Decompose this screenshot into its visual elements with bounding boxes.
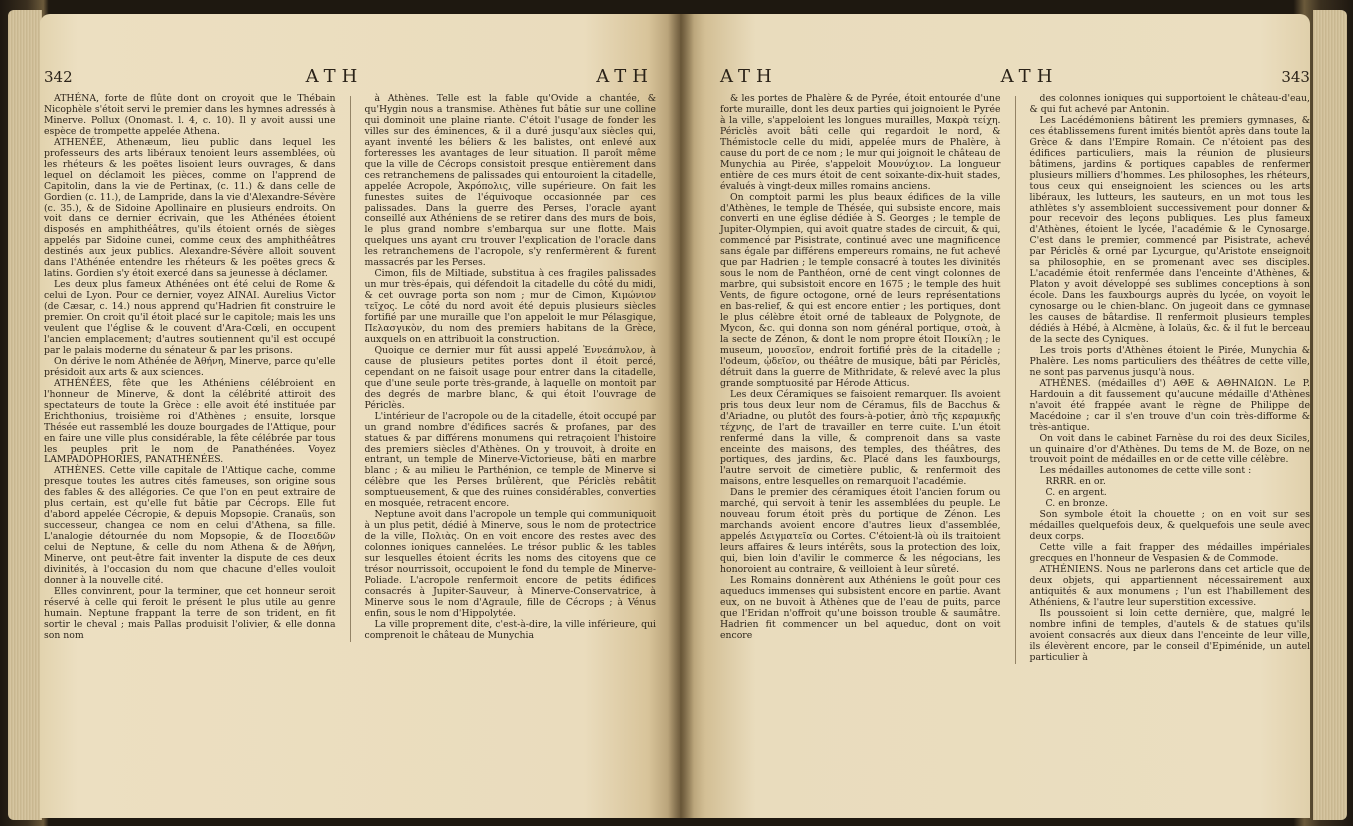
left-page [40, 14, 680, 818]
paragraph: & les portes de Phalère & de Pyrée, étoit entourée d'une forte muraille, dont les deux parties qui joignoient le Pyrée à la ville, s'appeloient les longues murailles, Μακρὰ τείχη. Périclès avoit bâti celle qui regardoit le nord, & Thémistocle celle du midi, appelée murs de Phalère, à cause du port de ce nom ; le mur qui joignoit le château de Munychia au Pirée, s'appeloit Μουνύχιον. La longueur entière de ces murs étoit de cent soixante-dix-huit stades, évalués à vingt-deux milles romains anciens. [720, 93, 1001, 192]
paragraph: Les deux plus fameux Athénées ont été celui de Rome & celui de Lyon. Pour ce dernier, voyez AINAI. Aurelius Victor (de Cæsar, c. 14.) nous apprend qu'Hadrien fit construire le premier. On croit qu'il étoit placé sur le capitole; mais les uns veulent que l'église & le couvent d'Ara-Cœli, en occupent l'ancien emplacement; d'autres soutiennent qu'il est occupé par le palais moderne du sénateur & par les prisons. [44, 279, 336, 356]
paragraph: Son symbole étoit la chouette ; on en voit sur ses médailles quelquefois deux, & quelquefois une seule avec deux corps. [1029, 509, 1310, 543]
list-item: RRRR. en or. [1045, 476, 1106, 488]
left-running-head-2: ATH [596, 66, 654, 87]
paragraph: Les médailles autonomes de cette ville sont : [1039, 465, 1252, 477]
paragraph: ATHÉNÉES, fête que les Athéniens célébroient en l'honneur de Minerve, & dont la célébrité attiroit des spectateurs de toute la Grèce : elle avoit été instituée par Erichthonius, troisième roi d'Athènes ; ensuite, lorsque Thésée eut rassemblé les douze bourgades de l'Attique, pour en faire une ville plus considérable, la fête célébrée par tous les peuples prit le nom de Panathénées. Voyez LAMPADOPHORIES, PANATHÉNÉES. [44, 377, 336, 466]
paragraph: Quoique ce dernier mur fût aussi appelé Ἐννεάπυλον, à cause de plusieurs petites portes dont il étoit percé, cependant on ne faisoit usage pour entrer dans la citadelle, que d'une seule porte très-grande, à laquelle on montoit par des degrés de marbre blanc, & qui étoit l'ouvrage de Périclès. [364, 344, 656, 411]
left-column-2 [365, 94, 657, 642]
paragraph: On comptoit parmi les plus beaux édifices de la ville d'Athènes, le temple de Thésée, qui subsiste encore, mais converti en une église dédiée à S. Georges ; le temple de Jupiter-Olympien, qui avoit quatre stades de circuit, & qui, commencé par Pisistrate, continué avec une magnificence sans égale par différens empereurs romains, ne fut achevé que par Hadrien ; le temple consacré à toutes les divinités sous le nom de Panthéon, orné de cent vingt colonnes de marbre, qui subsistoit encore en 1675 ; le temple des huit Vents, de figure octogone, orné de leurs représentations en bas-relief, & qui est encore entier ; les portiques, dont le plus célèbre étoit orné de tableaux de Polygnote, de Mycon, &c. qui donna son nom général portique, στοὰ, à la secte de Zénon, & dont le nom propre étoit Ποικίλη ; le museum, μουσεῖον, endroit fortifié près de la citadelle ; l'odeum, ᾠδεῖον, ou théâtre de musique, bâti par Périclès, détruit dans la guerre de Mithridate, & relevé avec la plus grande somptuosité par Hérode Atticus. [720, 191, 1001, 389]
left-page-columns [44, 94, 656, 642]
left-page-header [44, 66, 654, 88]
paragraph: La ville proprement dite, c'est-à-dire, la ville inférieure, qui comprenoit le château de Munychia [364, 618, 656, 641]
paragraph: L'intérieur de l'acropole ou de la citadelle, étoit occupé par un grand nombre d'édifices sacrés & profanes, par des statues & par différens monumens qui retraçoient l'histoire des premiers siècles d'Athènes. On y trouvoit, à droite en entrant, un temple de Minerve-Victorieuse, bâti en marbre blanc ; & au milieu le Parthénion, ce temple de Minerve si célèbre que les Perses brûlèrent, que Périclès rebâtit somptueusement, & que des ruines considérables, converties en mosquée, retracent encore. [364, 410, 656, 510]
right-running-head-2: ATH [1000, 66, 1059, 87]
list-item: C. en bronze. [1045, 498, 1108, 510]
right-page-header [720, 66, 1310, 88]
left-running-head: ATH [305, 66, 364, 87]
paragraph: ATHÈNES. Cette ville capitale de l'Attique cache, comme presque toutes les autres cités fameuses, son origine sous des fables & des allégories. Ce que l'on en peut extraire de plus certain, est qu'elle fut bâtie par Cécrops. Elle fut d'abord appelée Cécropie, & depuis Mopsopie. Cranaüs, son successeur, changea ce nom en celui d'Athena, sa fille. L'analogie détournée du nom Mopsopie, & de Ποσειδῶν celui de Neptune, & celle du nom Athena & de Ἀθήνη, Minerve, ont peut-être fait inventer la dispute de ces deux divinités, à l'occasion du nom que chacune d'elles vouloit donner à la nouvelle cité. [44, 465, 336, 586]
right-page-columns [720, 94, 1310, 664]
right-column-1 [720, 94, 1001, 664]
paragraph: Cette ville a fait frapper des médailles impériales grecques en l'honneur de Vespasien & de Commode. [1029, 542, 1310, 565]
left-page-number: 342 [44, 68, 73, 86]
page-edges-left [8, 10, 42, 820]
paragraph: à Athènes. Telle est la fable qu'Ovide a chantée, & qu'Hygin nous a transmise. Athènes fut bâtie sur une colline qui dominoit une plaine riante. C'étoit l'usage de fonder les villes sur des éminences, & il a duré jusqu'aux siècles qui, ayant inventé les béliers & les balistes, ont enlevé aux forteresses les avantages de leur situation. Il paroît même que la ville de Cécrops consistoit presque entièrement dans ces retranchemens de palissades qui entouroient la citadelle, appelée Acropole, Ἀκρόπολις, ville supérieure. On fait les funestes suites de l'équivoque occasionnée par ces palissades. Dans la guerre des Perses, l'oracle ayant conseillé aux Athéniens de se retirer dans des murs de bois, le plus grand nombre s'embarqua sur une flotte. Mais quelques uns ayant cru trouver l'explication de l'oracle dans les retranchemens de l'acropole, s'y renfermèrent & furent massacrés par les Perses. [364, 93, 656, 269]
paragraph: On dérive le nom Athénée de Ἀθήνη, Minerve, parce qu'elle présidoit aux arts & aux sciences. [44, 355, 336, 378]
paragraph: ATHÉNIENS. Nous ne parlerons dans cet article que de deux objets, qui appartiennent nécessairement aux antiquités & aux monumens ; l'un est l'habillement des Athéniens, & l'autre leur superstition excessive. [1029, 563, 1310, 608]
paragraph: Dans le premier des céramiques étoit l'ancien forum ou marché, qui servoit à tenir les assemblées du peuple. Le nouveau forum étoit près du portique de Zénon. Les marchands avoient encore d'autres lieux d'assemblée, appelés Δειγματεῖα ou Cortes. C'étoient-là où ils traitoient leurs affaires & leurs intérêts, sous la protection des loix, qui, bien loin d'avilir le commerce & les négocians, les honoroient au contraire, & veilloient à leur sûreté. [720, 487, 1001, 575]
paragraph: des colonnes ioniques qui supportoient le château-d'eau, & qui fut achevé par Antonin. [1029, 93, 1310, 115]
paragraph: Ils poussoient si loin cette dernière, que, malgré le nombre infini de temples, d'autels & de statues qu'ils avoient consacrés aux dieux dans l'enceinte de leur ville, ils élevèrent encore, par le conseil d'Epiménide, un autel particulier à [1029, 607, 1310, 663]
paragraph: ATHENÉE, Athenæum, lieu public dans lequel les professeurs des arts libéraux tenoient leurs assemblées, où les rhéteurs & les poëtes lisoient leurs ouvrages, & dans lequel on déclamoit les pièces, comme on l'apprend de Capitolin, dans la vie de Pertinax, (c. 11.) & dans celle de Gordien (c. 11.), de Lampride, dans la vie d'Alexandre-Sévère (c. 35.), & de Sidoine Apollinaire en plusieurs endroits. On voit dans ce dernier écrivain, que les Athénées étoient disposés en amphithéâtres, qu'ils étoient ornés de sièges appelés par Sidoine cunei, comme ceux des amphithéâtres destinés aux jeux publics. Alexandre-Sévère alloit souvent dans l'Athénée entendre les rhéteurs & les poëtes grecs & latins. Gordien s'y étoit exercé dans sa jeunesse à déclamer. [44, 136, 336, 280]
right-running-head: ATH [720, 66, 778, 87]
paragraph: ATHÈNES. (médailles d') ΑΘΕ & ΑΘΗΝΑΙΩΝ. Le P. Hardouin a dit faussement qu'aucune médaille d'Athènes n'avoit été frappée avant le règne de Philippe de Macédoine ; car il s'en trouve d'un coin très-difforme & très-antique. [1029, 377, 1310, 433]
right-column-2 [1030, 94, 1311, 664]
paragraph: Cimon, fils de Miltiade, substitua à ces fragiles palissades un mur très-épais, qui défendoit la citadelle du côté du midi, & cet ouvrage porta son nom ; mur de Cimon, Κιμώνιον τεῖχος. Le côté du nord avoit été depuis plusieurs siècles fortifié par une muraille que l'on appeloit le mur Pélasgique, Πελασγικὸν, du nom des premiers habitans de la Grèce, auxquels on en attribuoit la construction. [364, 268, 656, 345]
right-page [680, 14, 1310, 818]
page-edges-right [1313, 10, 1347, 820]
paragraph: ATHÉNA, forte de flûte dont on croyoit que le Thébain Nicophèle s'étoit servi le premier dans les hymnes adressés à Minerve. Pollux (Onomast. l. 4, c. 10). Il y avoit aussi une espèce de trompette appelée Athena. [44, 93, 336, 137]
paragraph: On voit dans le cabinet Farnèse du roi des deux Siciles, un quinaire d'or d'Athènes. Du tems de M. de Boze, on ne trouvoit point de médailles en or de cette ville célèbre. [1029, 432, 1310, 466]
column-divider [350, 96, 351, 642]
paragraph: Les deux Céramiques se faisoient remarquer. Ils avoient pris tous deux leur nom de Céramus, fils de Bacchus & d'Ariadne, ou plutôt des fours-à-potier, ἀπὸ τῆς κεραμικῆς τέχνης, de l'art de travailler en terre cuite. L'un étoit renfermé dans la ville, & comprenoit dans sa vaste enceinte des maisons, des temples, des théâtres, des portiques, des jardins, &c. Placé dans les fauxbourgs, l'autre servoit de cimetière public, & renfermoit des maisons, entre lesquelles on remarquoit l'académie. [720, 388, 1001, 488]
right-page-number: 343 [1281, 68, 1310, 86]
column-divider [1015, 96, 1016, 664]
paragraph: Neptune avoit dans l'acropole un temple qui communiquoit à un plus petit, dédié à Minerve, sous le nom de protectrice de la ville, Πολιὰς. On en voit encore des restes avec des colonnes ioniques cannelées. Le trésor public & les tables sur lesquelles étoient écrits les noms des citoyens que ce trésor nourrissoit, occupoient le fond du temple de Minerve-Poliade. L'acropole renfermoit encore de petits édifices consacrés à Jupiter-Sauveur, à Minerve-Conservatrice, à Minerve sous le nom d'Agraule, fille de Cécrops ; à Vénus enfin, sous le nom d'Hippolytée. [364, 509, 656, 619]
paragraph: Les Lacédémoniens bâtirent les premiers gymnases, & ces établissemens furent imités bientôt après dans toute la Grèce & dans l'Empire Romain. Ce n'étoient pas des édifices particuliers, mais la réunion de plusieurs bâtimens, jardins & portiques capables de renfermer plusieurs milliers d'hommes. Les philosophes, les rhéteurs, tous ceux qui enseignoient les sciences ou les arts libéraux, les lutteurs, les sauteurs, en un mot tous les athlètes s'y assembloient successivement pour donner & pour recevoir des leçons publiques. Les plus fameux d'Athènes, étoient le lycée, l'académie & le Cynosarge. C'est dans le premier, commencé par Pisistrate, achevé par Périclès & orné par Lycurgue, qu'Aristote enseignoit sa philosophie, en se promenant avec ses disciples. L'académie étoit renfermée dans l'enceinte d'Athènes, & Platon y avoit développé ses sublimes conceptions à son école. Dans les fauxbourgs auprès du lycée, on voyoit le cynosarge ou le chien-blanc. On jugeoit dans ce gymnase les causes de bâtardise. Il renfermoit plusieurs temples dédiés à Hébé, à Alcmène, à Iolaüs, &c. & il fut le berceau de la secte des Cyniques. [1029, 114, 1310, 345]
paragraph: Elles convinrent, pour la terminer, que cet honneur seroit réservé à celle qui feroit le présent le plus utile au genre humain. Neptune frappant la terre de son trident, en fit sortir le cheval ; mais Pallas produisit l'olivier, & elle donna son nom [44, 585, 336, 641]
paragraph: Les Romains donnèrent aux Athéniens le goût pour ces aqueducs immenses qui subsistent encore en partie. Avant eux, on ne buvoit à Athènes que de l'eau de puits, parce que l'Eridan n'offroit qu'une boisson trouble & saumâtre. Hadrien fit commencer un bel aqueduc, dont on voit encore [720, 574, 1001, 641]
left-column-1 [44, 94, 336, 642]
list-item: C. en argent. [1045, 487, 1107, 499]
paragraph: Les trois ports d'Athènes étoient le Pirée, Munychia & Phalère. Les noms particuliers des théâtres de cette ville, ne sont pas parvenus jusqu'à nous. [1029, 344, 1310, 378]
